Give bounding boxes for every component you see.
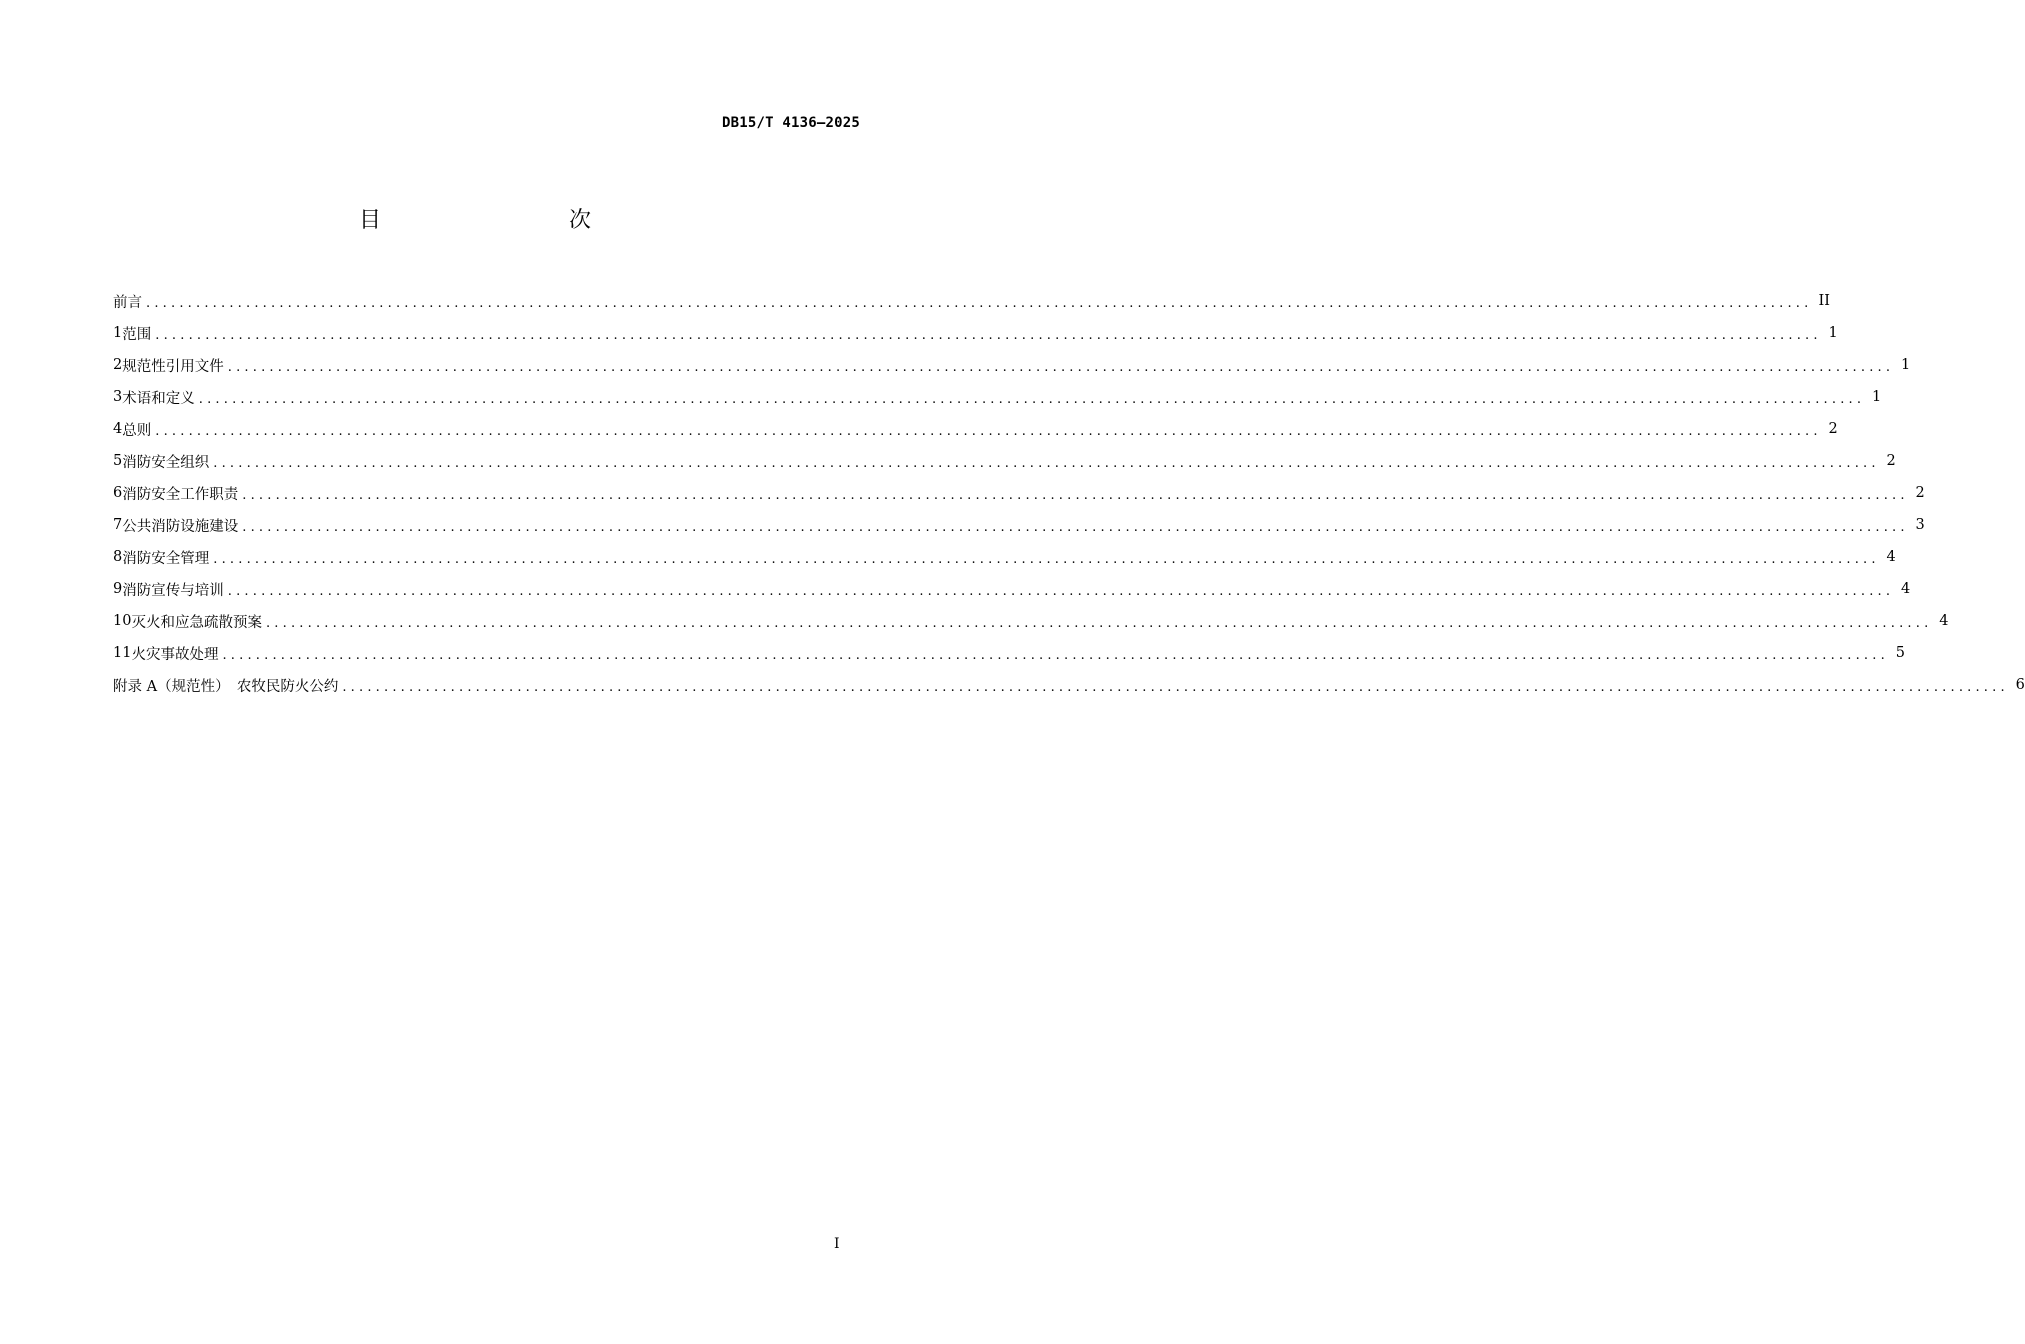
- toc-leader-dots: ........................................................................................................................................................................................................: [146, 295, 1813, 311]
- toc-entry-page: 1: [1871, 389, 1882, 405]
- toc-entry-9[interactable]: [113, 573, 1911, 605]
- toc-entry-1[interactable]: [113, 317, 1838, 349]
- toc-entry-number: 8: [113, 549, 123, 565]
- toc-leader-dots: ........................................................................................................................................................................................................: [242, 487, 1909, 503]
- toc-leader-dots: ........................................................................................................................................................................................................: [213, 551, 1880, 567]
- toc-entry-page: 1: [1828, 325, 1838, 341]
- toc-entry-number: 6: [113, 485, 123, 501]
- toc-entry-page: 1: [1900, 357, 1911, 373]
- toc-entry-page: 2: [1886, 453, 1896, 469]
- toc-entry-7[interactable]: [113, 509, 1925, 541]
- toc-entry-page: 6: [2015, 677, 2025, 693]
- toc-entry-number: 10: [113, 613, 132, 629]
- toc-entry-label: 灭火和应急疏散预案: [131, 614, 262, 631]
- toc-entry-4[interactable]: [113, 413, 1838, 445]
- toc-entry-10[interactable]: [113, 605, 1949, 637]
- toc-leader-dots: ........................................................................................................................................................................................................: [198, 391, 1866, 407]
- toc-entry-label: 范围: [122, 326, 152, 343]
- toc-entry-appendix-a[interactable]: [113, 669, 2025, 701]
- toc-leader-dots: ........................................................................................................................................................................................................: [342, 679, 2009, 695]
- toc-entry-label: 前言: [113, 294, 142, 311]
- toc-leader-dots: ........................................................................................................................................................................................................: [227, 583, 1895, 599]
- toc-entry-number: 2: [113, 357, 123, 373]
- document-code: DB15/T 4136—2025: [721, 115, 860, 131]
- toc-entry-number: 11: [113, 645, 132, 661]
- toc-leader-dots: ........................................................................................................................................................................................................: [213, 455, 1880, 471]
- toc-entry-label: 消防宣传与培训: [122, 582, 224, 599]
- toc-entry-page: 4: [1939, 613, 1949, 629]
- toc-entry-label: 消防安全组织: [122, 454, 210, 471]
- toc-entry-page: II: [1818, 293, 1830, 309]
- toc-entry-label: 公共消防设施建设: [122, 518, 239, 535]
- toc-entry-page: 2: [1915, 485, 1925, 501]
- toc-entry-foreword[interactable]: [113, 285, 1830, 317]
- toc-leader-dots: ........................................................................................................................................................................................................: [265, 615, 1933, 631]
- toc-title: 目 次: [358, 208, 639, 233]
- toc-entry-label: 总则: [122, 422, 152, 439]
- toc-leader-dots: ........................................................................................................................................................................................................: [222, 647, 1889, 663]
- toc-entry-page: 2: [1828, 421, 1838, 437]
- toc-leader-dots: ........................................................................................................................................................................................................: [227, 359, 1895, 375]
- toc-entry-label: 火灾事故处理: [131, 646, 219, 663]
- toc-entry-page: 4: [1900, 581, 1911, 597]
- table-of-contents: [113, 285, 2025, 701]
- toc-leader-dots: ........................................................................................................................................................................................................: [242, 519, 1909, 535]
- toc-entry-6[interactable]: [113, 477, 1925, 509]
- toc-entry-page: 4: [1886, 549, 1896, 565]
- toc-entry-label: 附录 A（规范性） 农牧民防火公约: [113, 678, 339, 695]
- toc-entry-label: 消防安全工作职责: [122, 486, 239, 503]
- toc-entry-label: 消防安全管理: [122, 550, 210, 567]
- toc-entry-number: 4: [113, 421, 123, 437]
- toc-entry-page: 3: [1915, 517, 1925, 533]
- toc-entry-3[interactable]: [113, 381, 1882, 413]
- toc-entry-number: 5: [113, 453, 123, 469]
- toc-entry-label: 术语和定义: [122, 390, 195, 407]
- toc-entry-11[interactable]: [113, 637, 1905, 669]
- toc-entry-number: 1: [113, 325, 123, 341]
- toc-entry-number: 9: [113, 581, 123, 597]
- toc-entry-2[interactable]: [113, 349, 1911, 381]
- toc-entry-page: 5: [1895, 645, 1905, 661]
- toc-entry-number: 3: [113, 389, 123, 405]
- toc-entry-number: 7: [113, 517, 123, 533]
- footer-page-number: I: [834, 1236, 840, 1252]
- toc-entry-8[interactable]: [113, 541, 1896, 573]
- toc-leader-dots: ........................................................................................................................................................................................................: [155, 327, 1822, 343]
- toc-leader-dots: ........................................................................................................................................................................................................: [155, 423, 1822, 439]
- toc-entry-label: 规范性引用文件: [122, 358, 224, 375]
- toc-entry-5[interactable]: [113, 445, 1896, 477]
